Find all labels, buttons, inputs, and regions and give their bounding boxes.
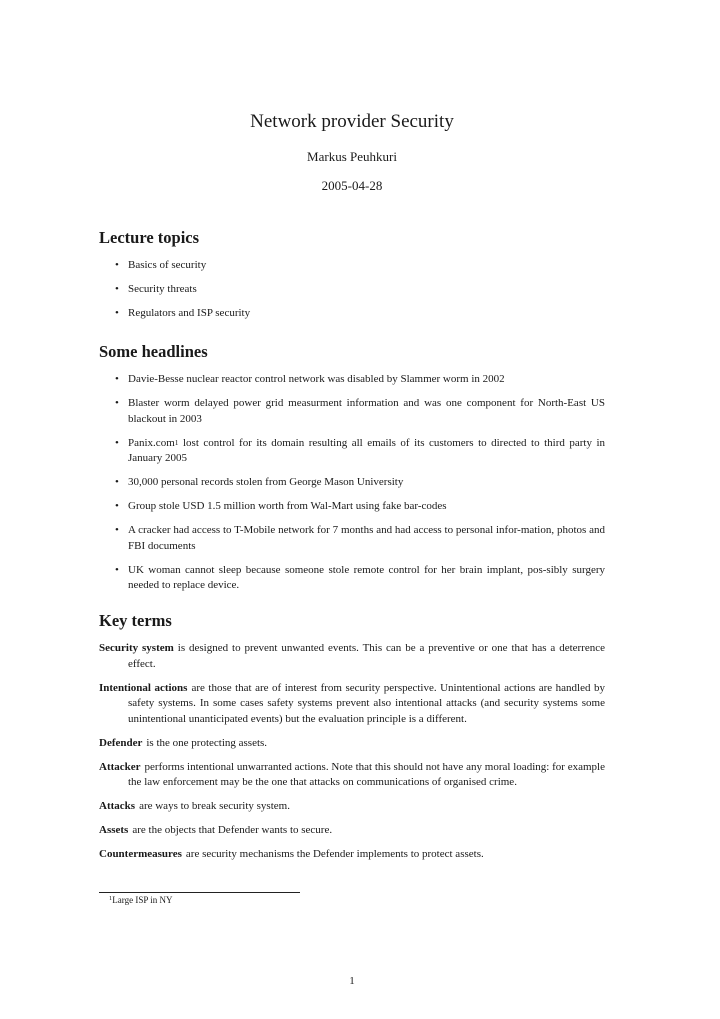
list-item: • Group stole USD 1.5 million worth from Wal-Mart using fake bar-codes [99, 499, 605, 515]
term-definition: are those that are of interest from security perspective. Unintentional actions are handled by safety systems. In some cases safety systems prevent also intentional attacks (and security systems some unintentional unanticipated events) but the evaluation principle is a different. [128, 681, 605, 725]
list-item: • Blaster worm delayed power grid measurment information and was one component for North-East US blackout in 2003 [115, 397, 605, 425]
list-item: • Basics of security [99, 258, 605, 274]
bullet-icon: • [115, 476, 119, 488]
term-entry [99, 681, 605, 728]
bullet-icon: • [115, 563, 119, 576]
term-definition: is the one protecting assets. [146, 736, 268, 749]
document-page [99, 0, 605, 1019]
term-name: Countermeasures [99, 848, 182, 860]
term-name: Attacks [99, 800, 136, 812]
bullet-icon: • [115, 500, 119, 512]
list-item: • Regulators and ISP security [99, 306, 605, 322]
term-definition: performs intentional unwarranted actions. Note that this should not have any moral loading: for example the law enforcement may be the one that attacks on communications of organised crime. [128, 760, 605, 788]
list-item: • Davie-Besse nuclear reactor control network was disabled by Slammer worm in 2002 [99, 372, 605, 388]
section-heading-headlines: Some headlines [99, 342, 208, 361]
term-definition: are ways to break security system. [139, 800, 290, 812]
section-heading-key-terms: Key terms [99, 611, 172, 630]
panix-name: Panix.com [128, 436, 175, 449]
bullet-icon: • [115, 436, 119, 449]
term-name: Security system [99, 642, 174, 654]
list-item: • UK woman cannot sleep because someone stole remote control for her brain implant, pos-sibly surgery needed to replace device. [115, 563, 605, 591]
term-entry [99, 760, 605, 791]
term-entry [99, 641, 605, 672]
term-entry [99, 823, 605, 839]
key-terms-list [99, 641, 605, 871]
list-item: • Panix.com$^1$ lost control for its domain resulting all emails of its customers to directed to third party in January 2005 [115, 436, 606, 464]
term-definition: are the objects that Defender wants to secure. [132, 824, 333, 836]
list-item: • A cracker had access to T-Mobile network for 7 months and had access to personal infor-mation, photos and FBI documents [115, 524, 605, 552]
footnote-text: Large ISP in NY [112, 895, 173, 905]
bullet-icon: • [115, 283, 119, 295]
bullet-icon: • [115, 259, 119, 271]
bullet-icon: • [115, 524, 119, 536]
footnote [109, 895, 173, 905]
footnote-rule [99, 892, 300, 893]
document-title: Network provider Security [250, 111, 454, 132]
term-name: Defender [99, 736, 143, 749]
bullet-icon: • [115, 307, 119, 319]
list-item: • Security threats [99, 282, 605, 298]
bullet-icon: • [115, 373, 119, 385]
footnote-number: 1 [109, 895, 113, 902]
list-item: • 30,000 personal records stolen from George Mason University [99, 475, 605, 491]
term-definition: are security mechanisms the Defender implements to protect assets. [185, 848, 484, 860]
term-name: Attacker [99, 760, 141, 773]
page-number: 1 [349, 975, 355, 987]
section-heading-lecture-topics: Lecture topics [99, 228, 200, 247]
lecture-topics-list [99, 258, 605, 330]
term-name: Intentional actions [99, 681, 188, 694]
term-entry [99, 799, 605, 815]
term-entry [99, 847, 605, 863]
term-entry [99, 736, 605, 752]
term-definition: is designed to prevent unwanted events. This can be a preventive or one that has a deterrence effect. [128, 642, 605, 670]
footnote-marker: 1 [174, 437, 179, 447]
document-date: 2005-04-28 [321, 178, 383, 193]
bullet-icon: • [115, 397, 119, 409]
document-author: Markus Peuhkuri [307, 149, 397, 164]
term-name: Assets [99, 824, 129, 836]
headlines-list [99, 372, 605, 602]
